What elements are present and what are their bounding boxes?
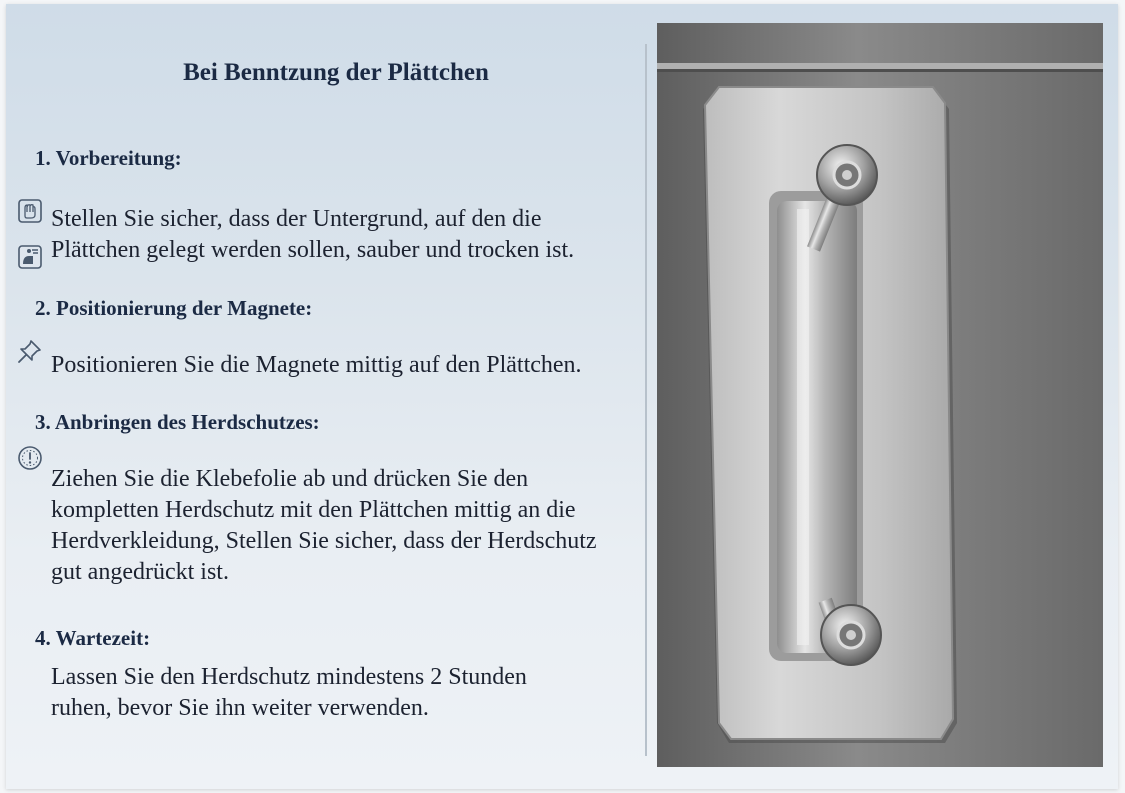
step-2-line-1: Positionieren Sie die Magnete mittig auf den Plättchen.: [51, 352, 582, 378]
step-3-line-4: gut angedrückt ist.: [51, 559, 229, 585]
step-3-heading: 3. Anbringen des Herdschutzes:: [35, 410, 320, 434]
step-2-heading: 2. Positionierung der Magnete:: [35, 296, 313, 320]
step-1-text: [51, 204, 574, 266]
wipe-icon: [17, 244, 43, 270]
step-4-text: [51, 662, 527, 724]
step-4-line-2: ruhen, bevor Sie ihn weiter verwenden.: [51, 695, 429, 721]
step-1-line-2: Plättchen gelegt werden sollen, sauber und trocken ist.: [51, 237, 575, 263]
step-3-line-3: Herdverkleidung, Stellen Sie sicher, dass der Herdschutz: [51, 528, 597, 554]
step-4-line-1: Lassen Sie den Herdschutz mindestens 2 Stunden: [51, 664, 527, 690]
step-3-line-2: kompletten Herdschutz mit den Plättchen mittig an die: [51, 497, 576, 523]
step-1-line-1: Stellen Sie sicher, dass der Untergrund, auf den die: [51, 206, 542, 232]
step-2-text: [51, 350, 582, 381]
pin-icon: [17, 338, 43, 364]
step-1-heading: 1. Vorbereitung:: [35, 146, 182, 170]
column-divider: [645, 44, 647, 756]
step-3-text: [51, 464, 597, 588]
step-3-line-1: Ziehen Sie die Klebefolie ab und drücken Sie den: [51, 466, 529, 492]
product-photo: [657, 23, 1103, 767]
magnet-plate-photo: [657, 23, 1103, 767]
instruction-card: [6, 4, 1118, 789]
clean-surface-icon: [17, 198, 43, 224]
timer-icon: [17, 445, 43, 471]
page-title: Bei Benntzung der Plättchen: [183, 59, 489, 86]
step-4-heading: 4. Wartezeit:: [35, 626, 151, 650]
